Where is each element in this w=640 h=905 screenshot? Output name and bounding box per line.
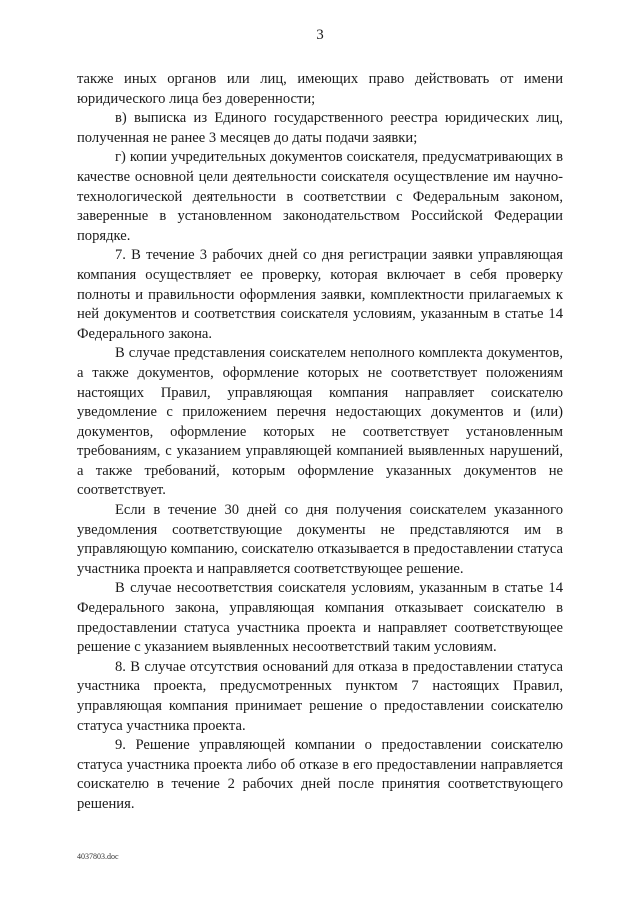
paragraph-30-days: Если в течение 30 дней со дня получения соискателем указанного уведомления соответствующие документы не представляются им в управляющую компанию, соискателю отказывается в предоставлении статуса участника проекта и направляется соответствующее решение. (77, 502, 563, 577)
paragraph-clause-8: 8. В случае отсутствия оснований для отказа в предоставлении статуса участника проекта, предусмотренных пунктом 7 настоящих Правил, управляющая компания принимает решение о предоставлении соискателю статуса участника проекта. (77, 658, 563, 734)
document-body (77, 70, 563, 815)
paragraph-continuation: также иных органов или лиц, имеющих право действовать от имени юридического лица без доверенности; (77, 71, 563, 107)
paragraph-item-g: г) копии учредительных документов соискателя, предусматривающих в качестве основной цели деятельности соискателя осуществление им научно-технологической деятельности в соответствии с Федеральным законом, заверенные в установленном законодательством Российской Федерации порядке. (77, 149, 563, 244)
paragraph-item-v: в) выписка из Единого государственного реестра юридических лиц, полученная не ранее 3 месяцев до даты подачи заявки; (77, 110, 563, 146)
paragraph-incomplete-documents: В случае представления соискателем неполного комплекта документов, а также документов, оформление которых не соответствует положениям настоящих Правил, управляющая компания направляет соискателю уведомление с приложением перечня недостающих документов и (или) документов, оформление которых не соответствует установленным требованиям, с указанием управляющей компанией выявленных нарушений, а также требований, которым оформление указанных документов не соответствует. (77, 345, 563, 499)
file-name-footer: 4037803.doc (77, 852, 119, 861)
paragraph-nonconformity: В случае несоответствия соискателя условиям, указанным в статье 14 Федерального закона, управляющая компания отказывает соискателю в предоставлении статуса участника проекта и направляет соответствующее решение с указанием выявленных несоответствий таким условиям. (77, 580, 563, 656)
paragraph-clause-7: 7. В течение 3 рабочих дней со дня регистрации заявки управляющая компания осуществляет ее проверку, которая включает в себя проверку полноты и правильности оформления заявки, комплектности прилагаемых к ней документов и соответствия соискателя условиям, указанным в статье 14 Федерального закона. (77, 247, 563, 342)
paragraph-clause-9: 9. Решение управляющей компании о предоставлении соискателю статуса участника проекта либо об отказе в его предоставлении направляется соискателю в течение 2 рабочих дней после принятия соответствующего решения. (77, 737, 563, 812)
page-number: 3 (316, 27, 324, 43)
